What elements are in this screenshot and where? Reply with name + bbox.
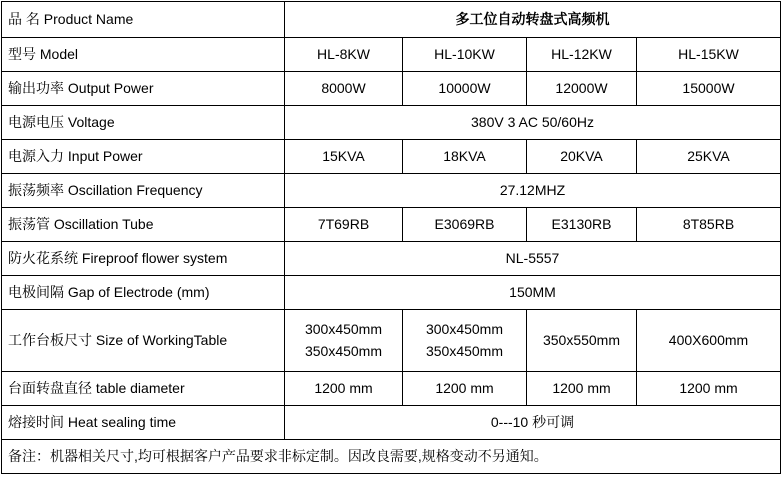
output-power-value-2: 10000W (403, 72, 527, 106)
model-value-4: HL-15KW (637, 38, 781, 72)
oscillation-tube-value-4: 8T85RB (637, 208, 781, 242)
output-power-value-1: 8000W (285, 72, 403, 106)
table-row (2, 372, 781, 406)
row-label-output-power: 输出功率 Output Power (2, 72, 285, 106)
row-label-oscillation-tube: 振荡管 Oscillation Tube (2, 208, 285, 242)
specification-table (1, 1, 781, 474)
row-label-table-diameter: 台面转盘直径 table diameter (2, 372, 285, 406)
row-label-oscillation-frequency: 振荡频率 Oscillation Frequency (2, 174, 285, 208)
row-label-fireproof-flower-system: 防火花系统 Fireproof flower system (2, 242, 285, 276)
input-power-value-3: 20KVA (527, 140, 637, 174)
oscillation-tube-value-3: E3130RB (527, 208, 637, 242)
table-row (2, 310, 781, 372)
row-label-heat-sealing-time: 熔接时间 Heat sealing time (2, 406, 285, 440)
oscillation-tube-value-1: 7T69RB (285, 208, 403, 242)
table-row (2, 242, 781, 276)
table-row (2, 2, 781, 38)
input-power-value-2: 18KVA (403, 140, 527, 174)
row-label-product-name: 品 名 Product Name (2, 2, 285, 38)
row-label-gap-of-electrode: 电极间隔 Gap of Electrode (mm) (2, 276, 285, 310)
working-table-value-1-line-2: 350x450mm (304, 342, 383, 359)
table-row (2, 106, 781, 140)
table-diameter-value-2: 1200 mm (403, 372, 527, 406)
working-table-value-2-line-2: 350x450mm (425, 342, 504, 359)
output-power-value-4: 15000W (637, 72, 781, 106)
working-table-value-4: 400X600mm (637, 310, 781, 372)
table-diameter-value-3: 1200 mm (527, 372, 637, 406)
working-table-value-2-line-1: 300x450mm (425, 321, 504, 337)
output-power-value-3: 12000W (527, 72, 637, 106)
working-table-value-1 (285, 310, 403, 372)
gap-of-electrode-value: 150MM (285, 276, 781, 310)
table-row (2, 208, 781, 242)
working-table-value-1-line-1: 300x450mm (304, 321, 383, 337)
model-value-2: HL-10KW (403, 38, 527, 72)
working-table-value-2 (403, 310, 527, 372)
table-row (2, 174, 781, 208)
oscillation-frequency-value: 27.12MHZ (285, 174, 781, 208)
model-value-1: HL-8KW (285, 38, 403, 72)
model-value-3: HL-12KW (527, 38, 637, 72)
voltage-value: 380V 3 AC 50/60Hz (285, 106, 781, 140)
table-row (2, 440, 781, 474)
oscillation-tube-value-2: E3069RB (403, 208, 527, 242)
table-row (2, 72, 781, 106)
input-power-value-4: 25KVA (637, 140, 781, 174)
row-label-voltage: 电源电压 Voltage (2, 106, 285, 140)
row-label-input-power: 电源入力 Input Power (2, 140, 285, 174)
row-label-model: 型号 Model (2, 38, 285, 72)
table-row (2, 140, 781, 174)
table-diameter-value-1: 1200 mm (285, 372, 403, 406)
working-table-value-3: 350x550mm (527, 310, 637, 372)
table-diameter-value-4: 1200 mm (637, 372, 781, 406)
heat-sealing-time-value: 0---10 秒可调 (285, 406, 781, 440)
table-row (2, 276, 781, 310)
fireproof-flower-system-value: NL-5557 (285, 242, 781, 276)
input-power-value-1: 15KVA (285, 140, 403, 174)
table-row (2, 38, 781, 72)
specification-table-body (2, 2, 781, 474)
table-row (2, 406, 781, 440)
row-label-size-of-working-table: 工作台板尺寸 Size of WorkingTable (2, 310, 285, 372)
product-title: 多工位自动转盘式高频机 (285, 2, 781, 38)
remark-note: 备注：机器相关尺寸,均可根据客户产品要求非标定制。因改良需要,规格变动不另通知。 (2, 440, 781, 474)
